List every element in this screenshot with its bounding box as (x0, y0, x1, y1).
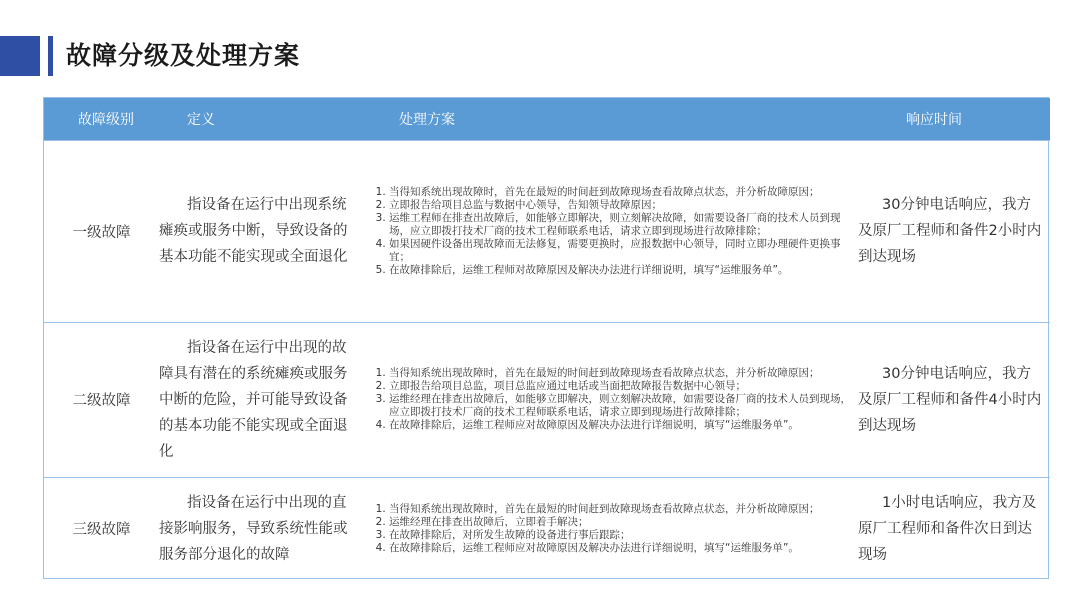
table-header-row (44, 98, 1050, 140)
plan-step: 3. 在故障排除后，对所发生故障的设备进行事后跟踪； (389, 529, 852, 542)
header-level: 故障级别 (78, 111, 134, 128)
fault-response-time: 1小时电话响应，我方及原厂工程师和备件次日到达现场 (858, 494, 1037, 563)
table-row (44, 322, 1050, 477)
table-row (44, 140, 1050, 322)
fault-level: 二级故障 (72, 393, 131, 409)
page-title: 故障分级及处理方案 (66, 41, 301, 70)
header-plan: 处理方案 (399, 111, 455, 128)
plan-step: 2. 运维经理在排查出故障后，立即着手解决； (389, 516, 852, 529)
fault-definition: 指设备在运行中出现系统瘫痪或服务中断，导致设备的基本功能不能实现或全面退化 (159, 197, 348, 265)
fault-table (43, 97, 1049, 579)
fault-response-time: 30分钟电话响应，我方及原厂工程师和备件2小时内到达现场 (858, 197, 1042, 265)
fault-level: 一级故障 (72, 224, 131, 241)
plan-step: 4. 如果因硬件设备出现故障而无法修复，需要更换时，应报数据中心领导，同时立即办理硬件更换事宜； (389, 238, 852, 264)
plan-step: 4. 在故障排除后，运维工程师应对故障原因及解决办法进行详细说明，填写“运维服务单”。 (389, 419, 852, 432)
header-response: 响应时间 (906, 111, 962, 128)
plan-step: 4. 在故障排除后，运维工程师应对故障原因及解决办法进行详细说明，填写“运维服务单”。 (389, 542, 852, 555)
fault-plan (361, 322, 858, 477)
fault-definition: 指设备在运行中出现的直接影响服务，导致系统性能或服务部分退化的故障 (159, 494, 348, 563)
plan-step: 3. 运维工程师在排查出故障后，如能够立即解决，则立刻解决故障，如需要设备厂商的技术人员到现场，应立即拨打技术厂商的技术工程师联系电话，请求立即到现场进行故障排除； (389, 212, 852, 238)
plan-step: 3. 运维经理在排查出故障后，如能够立即解决，则立刻解决故障，如需要设备厂商的技术人员到现场，应立即拨打技术厂商的技术工程师联系电话，请求立即到现场进行故障排除； (389, 393, 852, 419)
fault-definition: 指设备在运行中出现的故障具有潜在的系统瘫痪或服务中断的危险，并可能导致设备的基本功能不能实现或全面退化 (159, 339, 348, 460)
title-accent-block (0, 36, 40, 76)
plan-step: 1. 当得知系统出现故障时，首先在最短的时间赶到故障现场查看故障点状态，并分析故障原因； (389, 367, 852, 380)
header-definition: 定义 (187, 111, 215, 128)
plan-step: 2. 立即报告给项目总监，项目总监应通过电话或当面把故障报告数据中心领导； (389, 380, 852, 393)
table-row (44, 477, 1050, 580)
fault-plan (361, 477, 858, 580)
plan-step: 1. 当得知系统出现故障时，首先在最短的时间赶到故障现场查看故障点状态，并分析故障原因； (389, 186, 852, 199)
title-accent-bar (48, 36, 53, 76)
fault-level: 三级故障 (72, 522, 131, 539)
fault-plan (361, 140, 858, 322)
fault-response-time: 30分钟电话响应，我方及原厂工程师和备件4小时内到达现场 (858, 365, 1042, 434)
plan-step: 1. 当得知系统出现故障时，首先在最短的时间赶到故障现场查看故障点状态，并分析故障原因； (389, 503, 852, 516)
plan-step: 2. 立即报告给项目总监与数据中心领导，告知领导故障原因； (389, 199, 852, 212)
plan-step: 5. 在故障排除后，运维工程师对故障原因及解决办法进行详细说明，填写“运维服务单”。 (389, 264, 852, 277)
